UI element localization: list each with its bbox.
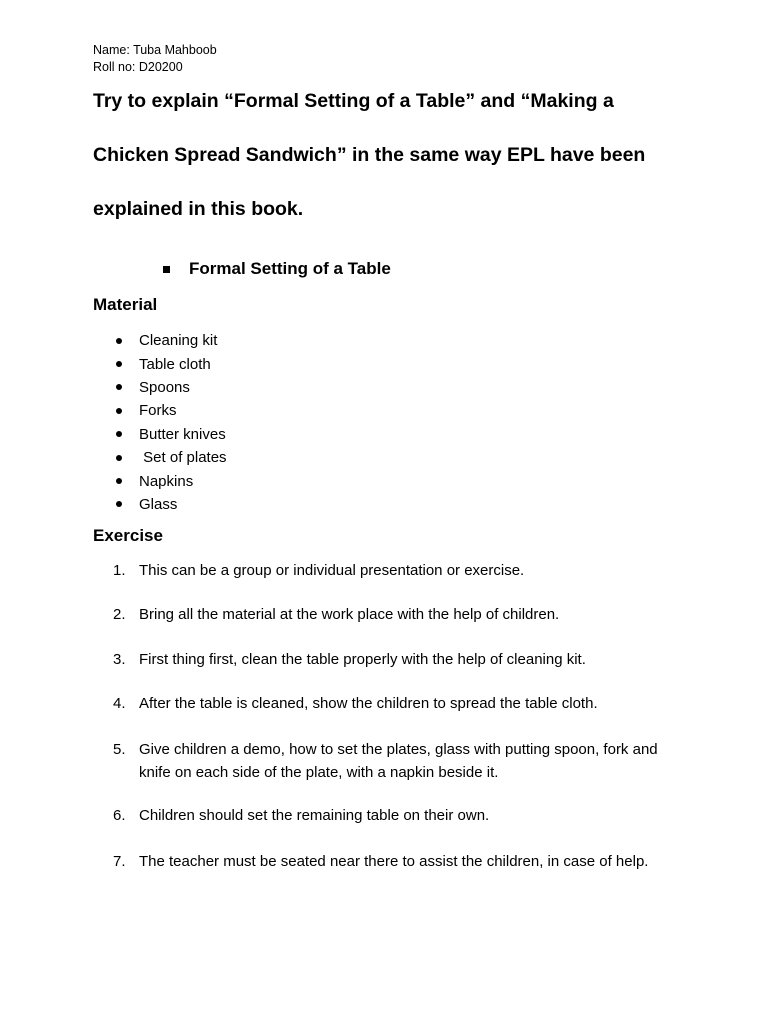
- roll-number: Roll no: D20200: [93, 60, 183, 74]
- material-item-label: Table cloth: [139, 355, 211, 373]
- exercise-step: [113, 805, 673, 828]
- step-text: Children should set the remaining table on their own.: [139, 807, 490, 824]
- step-text: This can be a group or individual presentation or exercise.: [139, 562, 525, 579]
- bullet-icon: [116, 431, 122, 437]
- exercise-step: [113, 560, 673, 583]
- material-item-label: Butter knives: [139, 425, 226, 443]
- exercise-step: [113, 649, 673, 672]
- material-heading: Material: [93, 295, 158, 314]
- bullet-icon: [116, 408, 122, 414]
- bullet-icon: [116, 501, 122, 507]
- step-number: 5.: [113, 741, 126, 758]
- bullet-icon: [116, 361, 122, 367]
- step-text: The teacher must be seated near there to assist the children, in case of help.: [139, 853, 649, 870]
- list-item: [113, 376, 227, 399]
- material-list: [113, 329, 227, 516]
- square-bullet-icon: [163, 266, 170, 273]
- list-item: [113, 446, 227, 469]
- section-title: Formal Setting of a Table: [189, 259, 391, 278]
- material-item-label: Glass: [139, 495, 178, 513]
- step-number: 3.: [113, 651, 126, 668]
- step-text: Give children a demo, how to set the plates, glass with putting spoon, fork and knife on each side of the plate, with a napkin beside it.: [139, 741, 658, 781]
- step-text: After the table is cleaned, show the children to spread the table cloth.: [139, 695, 598, 712]
- list-item: [113, 469, 227, 492]
- step-number: 1.: [113, 562, 126, 579]
- exercise-step: [113, 851, 673, 874]
- exercise-step: [113, 693, 673, 716]
- list-item: [113, 493, 227, 516]
- material-item-label: Cleaning kit: [139, 332, 218, 350]
- assignment-title-line-1: Try to explain “Formal Setting of a Table” and “Making a: [93, 90, 614, 112]
- list-item: [113, 423, 227, 446]
- student-name: Name: Tuba Mahboob: [93, 43, 217, 57]
- bullet-icon: [116, 384, 122, 390]
- exercise-step: [113, 604, 673, 627]
- step-number: 4.: [113, 695, 126, 712]
- bullet-icon: [116, 478, 122, 484]
- material-item-label: Spoons: [139, 378, 190, 396]
- list-item: [113, 399, 227, 422]
- exercise-step: [113, 739, 673, 784]
- material-item-label: Set of plates: [139, 449, 227, 467]
- bullet-icon: [116, 338, 122, 344]
- step-number: 2.: [113, 606, 126, 623]
- step-number: 7.: [113, 853, 126, 870]
- step-text: Bring all the material at the work place with the help of children.: [139, 606, 560, 623]
- list-item: [113, 352, 227, 375]
- material-item-label: Napkins: [139, 472, 194, 490]
- material-item-label: Forks: [139, 402, 177, 420]
- bullet-icon: [116, 455, 122, 461]
- list-item: [113, 329, 227, 352]
- assignment-title-line-2: Chicken Spread Sandwich” in the same way EPL have been: [93, 144, 646, 166]
- exercise-heading: Exercise: [93, 526, 163, 545]
- step-text: First thing first, clean the table properly with the help of cleaning kit.: [139, 651, 586, 668]
- section-heading: [160, 258, 391, 280]
- assignment-title-line-3: explained in this book.: [93, 198, 304, 220]
- step-number: 6.: [113, 807, 126, 824]
